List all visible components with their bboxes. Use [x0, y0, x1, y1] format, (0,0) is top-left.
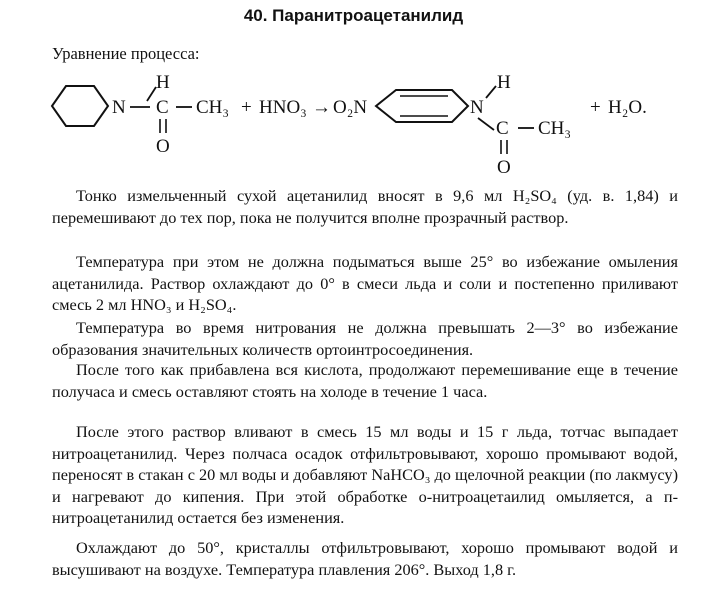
paragraph-text: Тонко измельченный сухой ацетанилид вносят в 9,6 мл H₂SO₄ (уд. в. 1,84) и перемешивают до тех пор, пока не получится вполне прозрачный раствор. — [52, 186, 678, 227]
paragraph — [52, 251, 678, 316]
right-amide-n: N — [470, 97, 484, 118]
nitro-group: O₂N — [333, 97, 368, 118]
benzene-ring-right — [376, 90, 468, 122]
bond-n-c-right — [478, 118, 494, 130]
paragraph — [52, 359, 678, 402]
paragraph-text: Температура при этом не должна подыматься выше 25° во избежание омыления ацетанилида. Раствор охлаждают до 0° в смеси льда и соли и постепенно приливают смесь 2 мл HNO₃ и H₂SO₄. — [52, 252, 678, 314]
reaction-scheme — [0, 70, 707, 180]
paragraph — [52, 185, 678, 228]
water: H₂O. — [608, 97, 647, 118]
paragraph — [52, 421, 678, 529]
right-carbonyl-o: O — [497, 157, 511, 178]
right-methyl: CH₃ — [538, 118, 572, 139]
paragraph — [52, 537, 678, 580]
left-amide-n: N — [112, 97, 126, 118]
paragraph — [52, 317, 678, 360]
plus-sign-2: + — [590, 97, 601, 118]
bond-n-h-right — [486, 86, 496, 98]
equation-heading: Уравнение процесса: — [52, 44, 200, 63]
reaction-arrow: → — [312, 97, 331, 118]
paragraph-text: Охлаждают до 50°, кристаллы отфильтровывают, хорошо промывают водой и высушивают на воздухе. Температура плавления 206°. Выход 1,8 г. — [52, 538, 678, 579]
bond-n-h-left — [147, 87, 156, 101]
right-amide-h: H — [497, 72, 511, 93]
left-carbonyl-c: C — [156, 97, 169, 118]
benzene-ring-left — [52, 86, 108, 126]
left-carbonyl-o: O — [156, 136, 170, 157]
paragraph-text: После того как прибавлена вся кислота, продолжают перемешивание еще в течение получаса и смесь оставляют стоять на холоде в течение 1 часа. — [52, 360, 678, 401]
page-title: 40. Паранитроацетанилид — [243, 6, 464, 25]
left-methyl: CH₃ — [196, 97, 230, 118]
paragraph-text: Температура во время нитрования не должна превышать 2—3° во избежание образования значительных количеств ортоинтросоединения. — [52, 318, 678, 359]
plus-sign-1: + — [241, 97, 252, 118]
left-amide-h: H — [156, 72, 170, 93]
right-carbonyl-c: C — [496, 118, 509, 139]
nitric-acid: HNO₃ — [259, 97, 307, 118]
paragraph-text: После этого раствор вливают в смесь 15 мл воды и 15 г льда, тотчас выпадает нитроацетанилид. Через полчаса осадок отфильтровывают, хорошо промывают водой, переносят в стакан с 20 мл воды и добавляют NaHCO₃ до щелочной реакции (по лакмусу) и нагревают до кипения. При этой обработке о-нитроацетаилид омыляется, а п-нитроацетанилид остается без изменения. — [52, 422, 678, 527]
